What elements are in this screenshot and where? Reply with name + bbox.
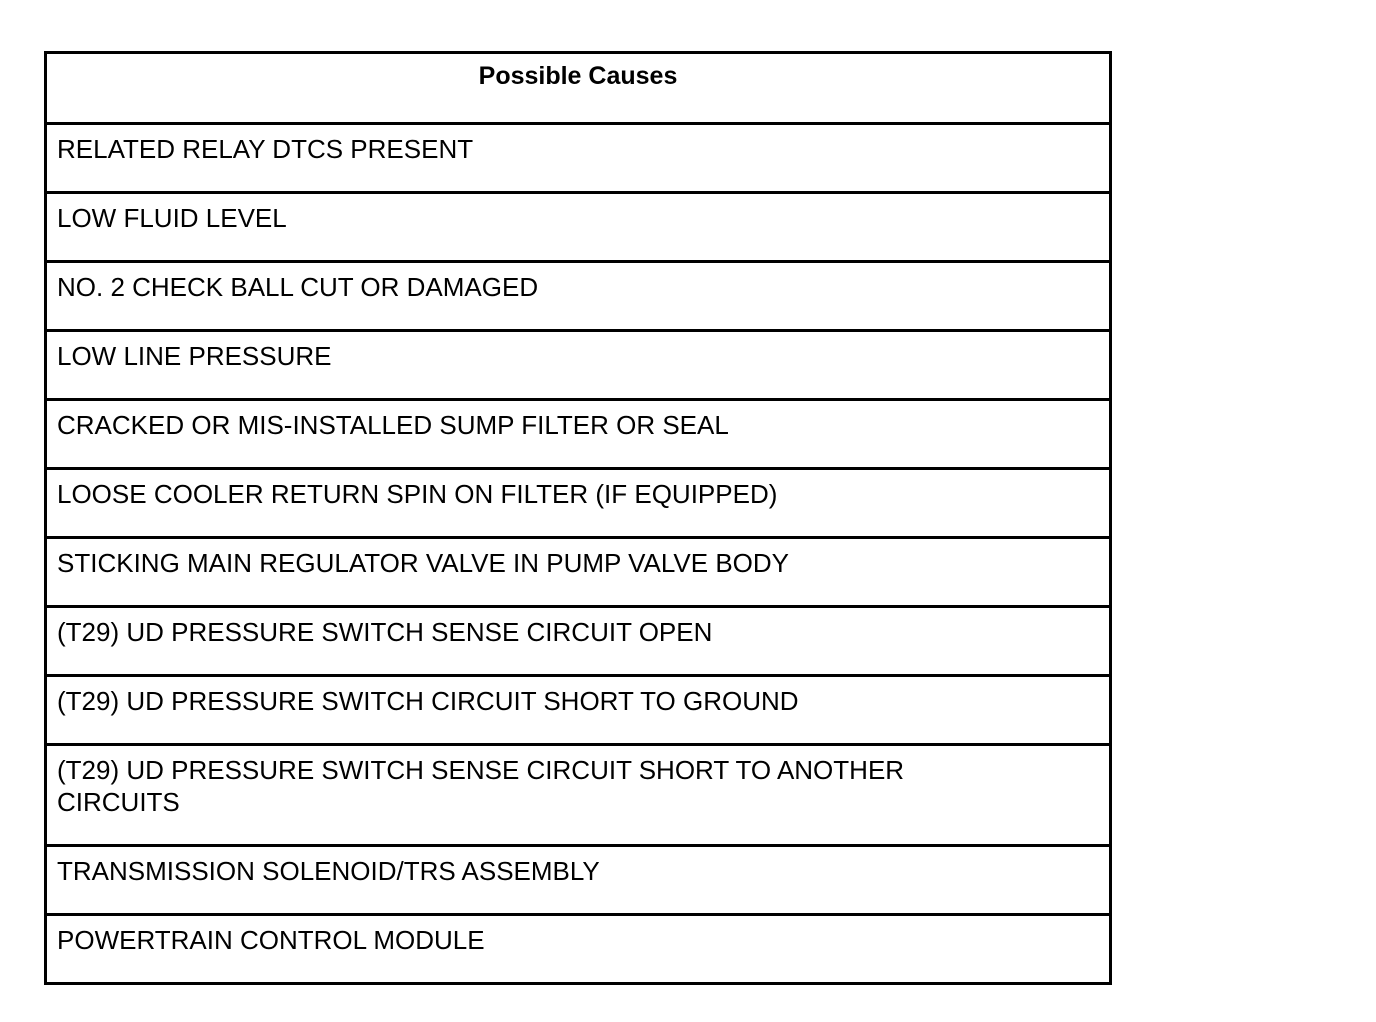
table-head bbox=[46, 53, 1111, 124]
table-row bbox=[46, 846, 1111, 915]
cause-cell: LOW FLUID LEVEL bbox=[46, 193, 1111, 262]
cause-cell: RELATED RELAY DTCS PRESENT bbox=[46, 124, 1111, 193]
table-row bbox=[46, 124, 1111, 193]
cause-cell: NO. 2 CHECK BALL CUT OR DAMAGED bbox=[46, 262, 1111, 331]
cause-cell: POWERTRAIN CONTROL MODULE bbox=[46, 915, 1111, 984]
table-row bbox=[46, 538, 1111, 607]
cause-cell: LOOSE COOLER RETURN SPIN ON FILTER (IF EQUIPPED) bbox=[46, 469, 1111, 538]
table-row bbox=[46, 607, 1111, 676]
table-row bbox=[46, 745, 1111, 846]
table-header-row bbox=[46, 53, 1111, 124]
possible-causes-table bbox=[44, 51, 1112, 985]
table-body bbox=[46, 124, 1111, 984]
cause-cell: (T29) UD PRESSURE SWITCH SENSE CIRCUIT SHORT TO ANOTHER CIRCUITS bbox=[46, 745, 1111, 846]
table-row bbox=[46, 262, 1111, 331]
cause-cell: (T29) UD PRESSURE SWITCH CIRCUIT SHORT TO GROUND bbox=[46, 676, 1111, 745]
cause-cell: STICKING MAIN REGULATOR VALVE IN PUMP VALVE BODY bbox=[46, 538, 1111, 607]
table-row bbox=[46, 469, 1111, 538]
cause-cell: TRANSMISSION SOLENOID/TRS ASSEMBLY bbox=[46, 846, 1111, 915]
possible-causes-header: Possible Causes bbox=[46, 53, 1111, 124]
table-row bbox=[46, 331, 1111, 400]
table-row bbox=[46, 915, 1111, 984]
cause-cell: CRACKED OR MIS-INSTALLED SUMP FILTER OR SEAL bbox=[46, 400, 1111, 469]
table-row bbox=[46, 400, 1111, 469]
cause-cell: LOW LINE PRESSURE bbox=[46, 331, 1111, 400]
table-row bbox=[46, 193, 1111, 262]
table-row bbox=[46, 676, 1111, 745]
cause-cell: (T29) UD PRESSURE SWITCH SENSE CIRCUIT OPEN bbox=[46, 607, 1111, 676]
